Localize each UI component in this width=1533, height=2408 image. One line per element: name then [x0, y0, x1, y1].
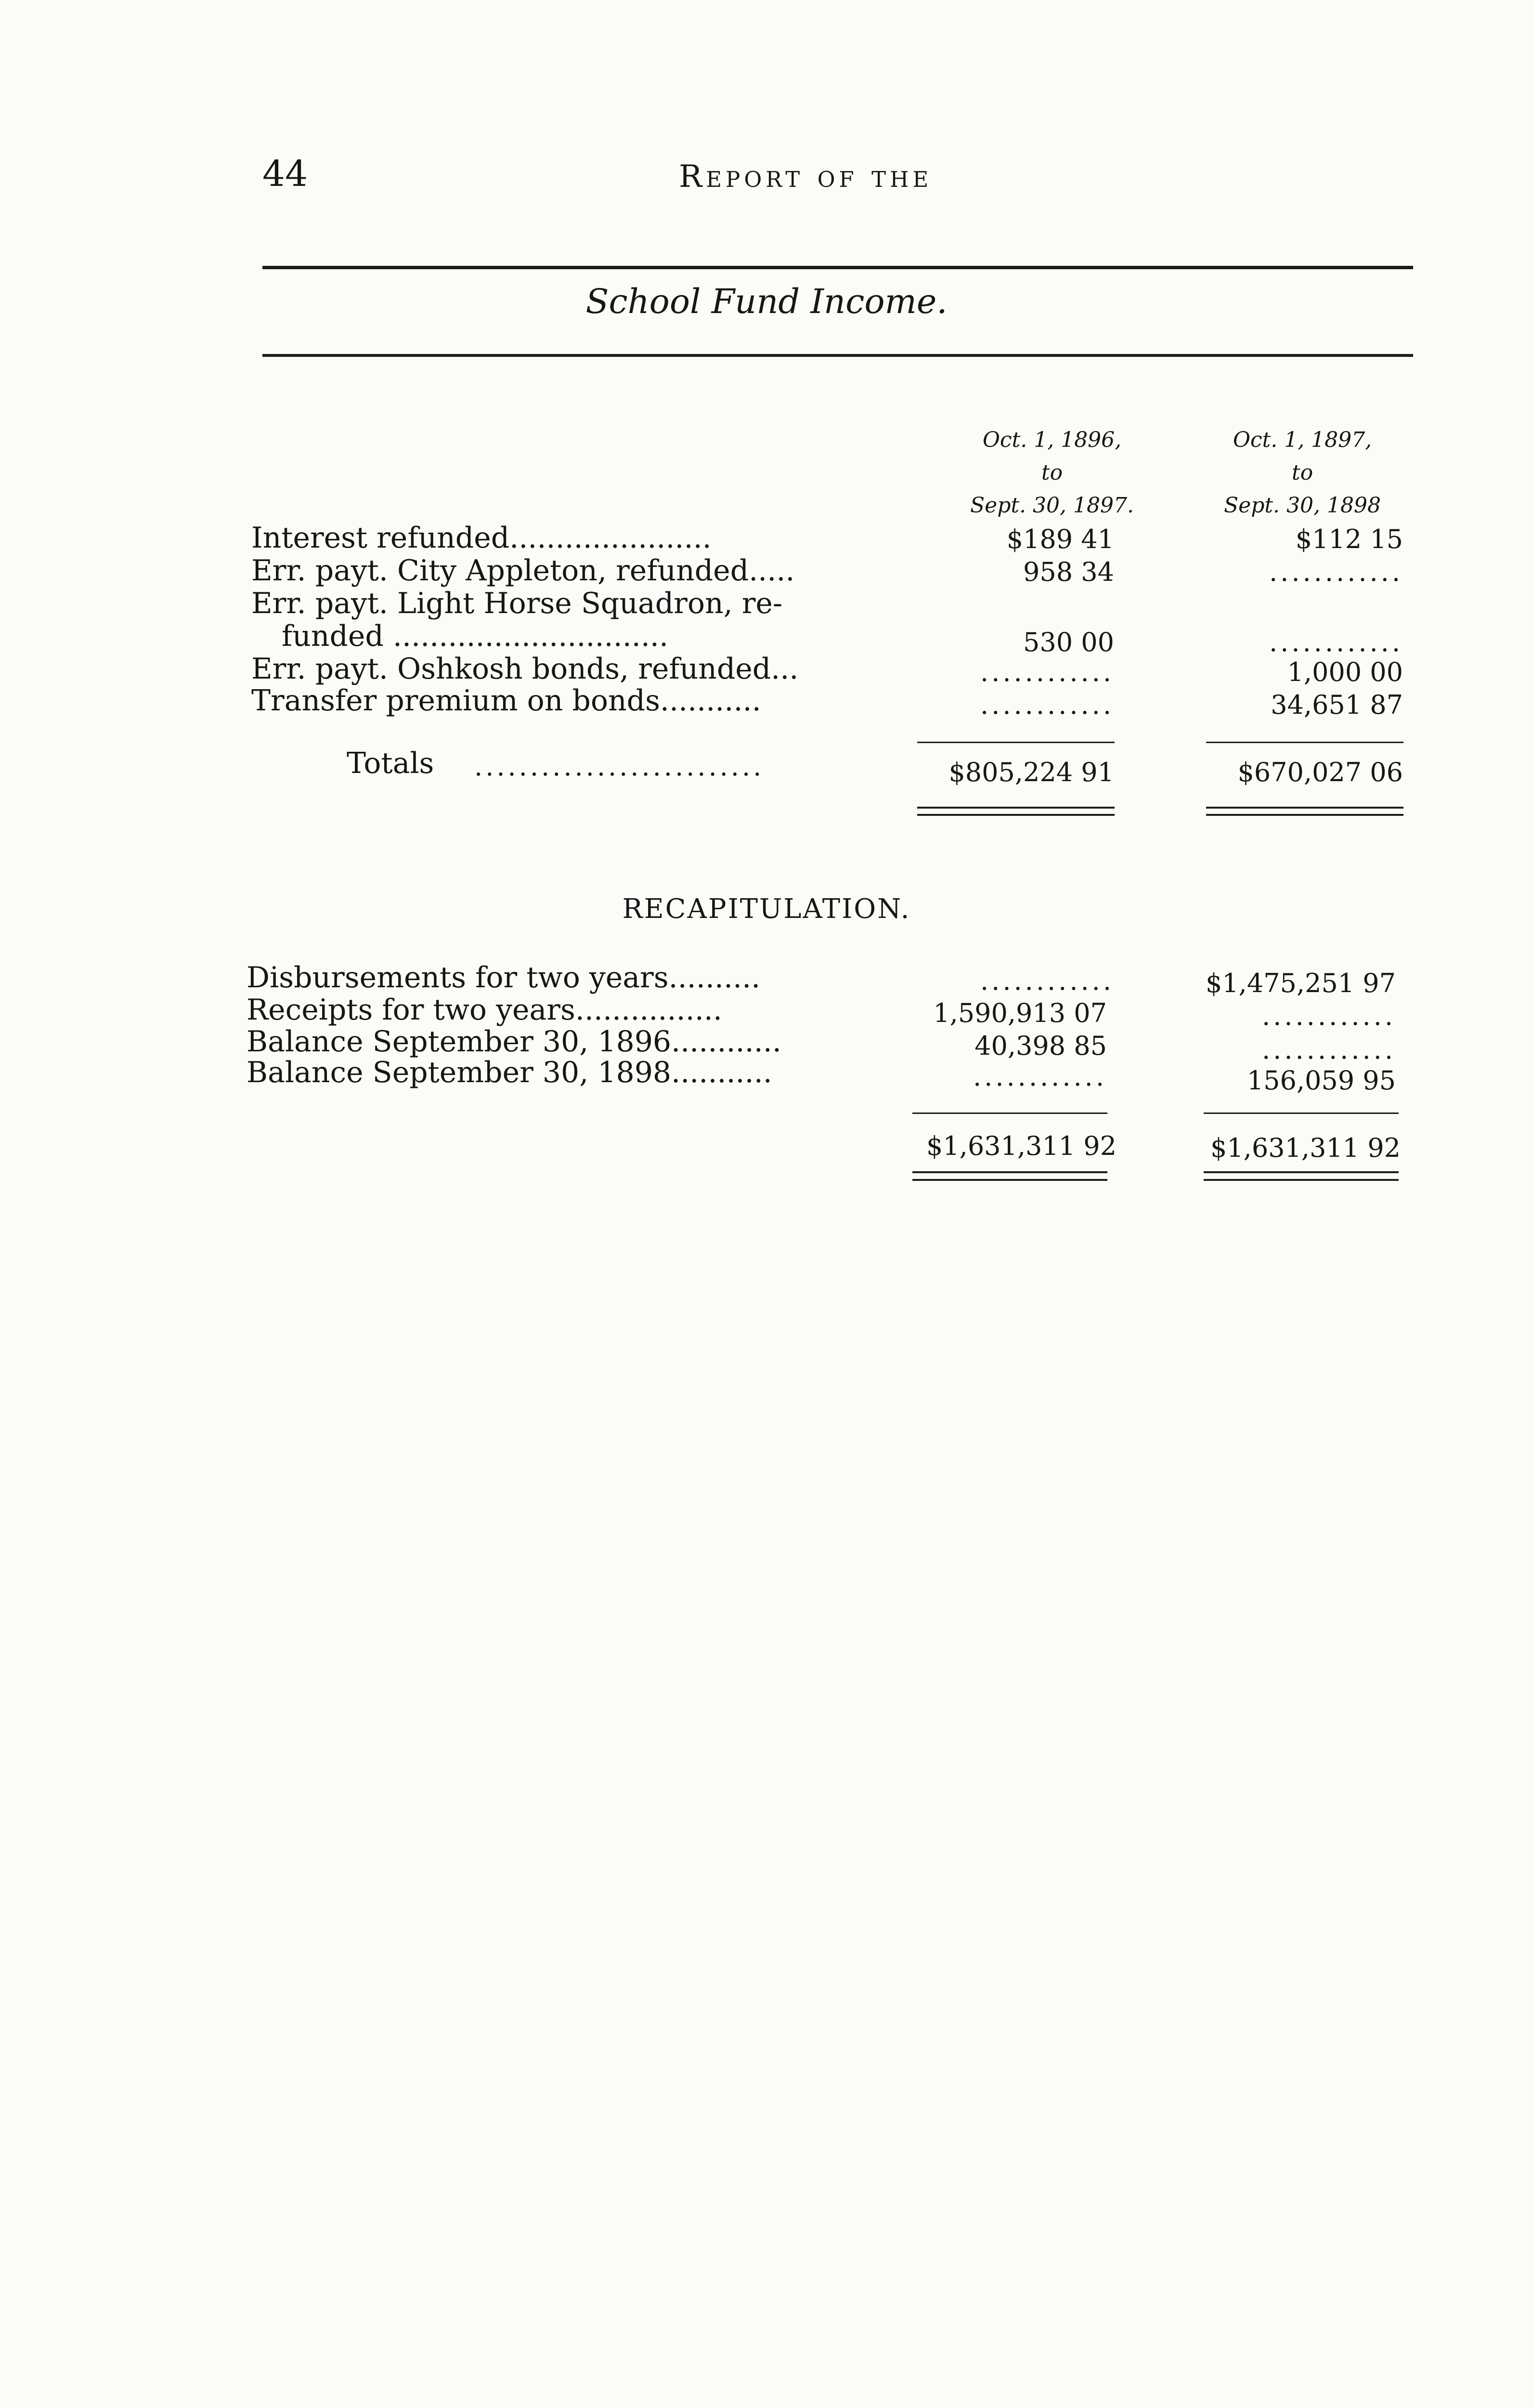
totals-double-rule-1a	[917, 807, 1115, 809]
income-row-value-2: 1,000 00	[1287, 657, 1403, 687]
recap-row-value-1: 40,398 85	[974, 1031, 1107, 1061]
income-row-value-1: 958 34	[1023, 557, 1114, 587]
totals-top-rule-1	[917, 742, 1115, 743]
income-row-label: Err. payt. Oshkosh bonds, refunded...	[251, 652, 799, 686]
recap-double-rule-1a	[912, 1171, 1107, 1173]
income-row-value-2: $112 15	[1295, 524, 1403, 554]
income-row-label-continued: funded ..............................	[282, 619, 669, 653]
income-row-value-1: ............	[980, 657, 1114, 687]
income-row-value-1: ............	[980, 690, 1114, 720]
recap-row-value-1: ............	[973, 1061, 1107, 1092]
income-row-value-1: $189 41	[1006, 524, 1114, 554]
title-rule	[262, 354, 1413, 357]
recap-double-rule-1b	[912, 1179, 1107, 1181]
recap-row-label: Receipts for two years................	[247, 993, 722, 1027]
income-row-value-2: ............	[1269, 557, 1403, 587]
income-row-value-1: 530 00	[1023, 627, 1114, 657]
totals-value-2: $670,027 06	[1237, 757, 1403, 787]
income-row-label: Err. payt. City Appleton, refunded.....	[251, 554, 795, 588]
income-row-label: Err. payt. Light Horse Squadron, re-	[251, 587, 783, 620]
header-rule	[262, 266, 1413, 269]
income-row-value-2: 34,651 87	[1271, 690, 1403, 720]
column-header-2	[1192, 424, 1413, 522]
column-header-1-from: Oct. 1, 1896,	[982, 428, 1122, 452]
totals-double-rule-1b	[917, 814, 1115, 816]
column-header-1-until: Sept. 30, 1897.	[970, 493, 1134, 518]
column-header-1-to: to	[1041, 460, 1063, 485]
totals-double-rule-2b	[1206, 814, 1403, 816]
recap-row-value-1: 1,590,913 07	[933, 998, 1107, 1028]
recap-double-rule-2b	[1204, 1179, 1399, 1181]
column-header-1	[941, 424, 1163, 522]
totals-leader: ..........................	[474, 751, 765, 782]
recap-totals-value-2: $1,631,311 92	[1210, 1133, 1401, 1163]
income-row-label: Transfer premium on bonds...........	[251, 684, 761, 718]
recap-row-value-2: 156,059 95	[1247, 1065, 1396, 1096]
recap-totals-top-rule-1	[912, 1112, 1107, 1114]
totals-top-rule-2	[1206, 742, 1403, 743]
income-row-value-2: ............	[1269, 627, 1403, 657]
recap-row-label: Balance September 30, 1898...........	[247, 1056, 772, 1089]
section-title: School Fund Income.	[585, 282, 948, 321]
totals-value-1: $805,224 91	[948, 757, 1114, 787]
page-number: 44	[262, 153, 308, 195]
income-row-label: Interest refunded......................	[251, 521, 712, 555]
recap-totals-top-rule-2	[1204, 1112, 1399, 1114]
column-header-2-from: Oct. 1, 1897,	[1233, 428, 1372, 452]
recap-row-value-2: $1,475,251 97	[1205, 968, 1396, 998]
recap-totals-value-1: $1,631,311 92	[926, 1131, 1117, 1161]
recap-row-label: Disbursements for two years..........	[247, 961, 761, 995]
recap-row-value-2: ............	[1262, 1001, 1396, 1031]
totals-label: Totals	[347, 746, 434, 780]
recap-double-rule-2a	[1204, 1171, 1399, 1173]
column-header-2-to: to	[1291, 460, 1313, 485]
recap-row-value-2: ............	[1262, 1034, 1396, 1065]
totals-double-rule-2a	[1206, 807, 1403, 809]
column-header-2-until: Sept. 30, 1898	[1224, 493, 1381, 518]
recap-row-value-1: ............	[980, 966, 1114, 996]
recap-row-label: Balance September 30, 1896............	[247, 1025, 781, 1059]
running-head: Report of the	[679, 159, 933, 195]
recapitulation-title: RECAPITULATION.	[622, 893, 911, 925]
